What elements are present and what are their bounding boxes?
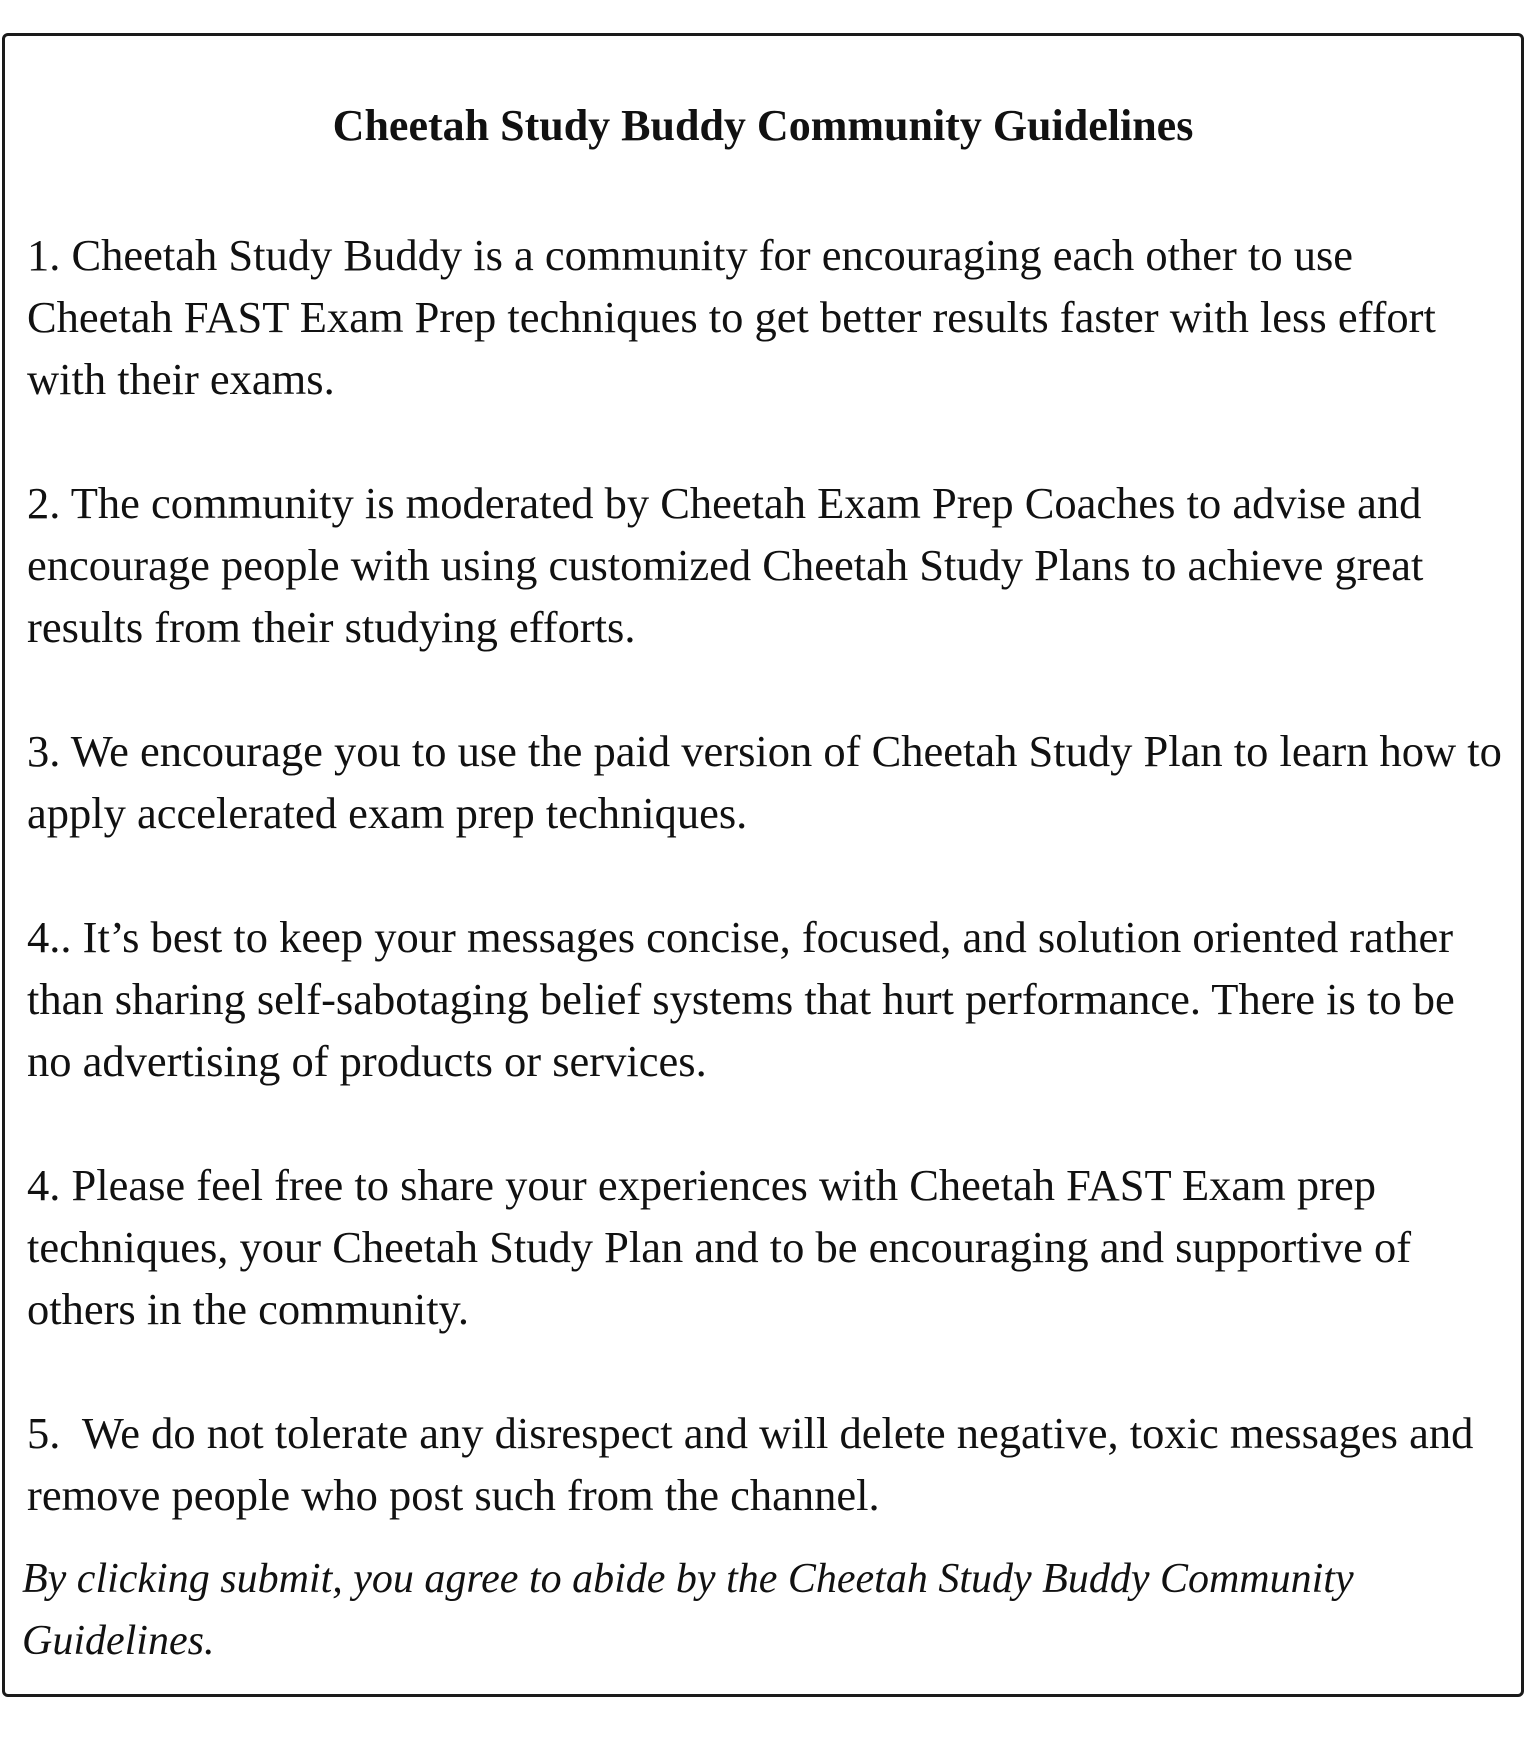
guideline-item: 4. Please feel free to share your experiences with Cheetah FAST Exam prep techniques, your Cheetah Study Plan and to be encouraging and supportive of others in the community. [27, 1160, 1423, 1334]
page-title: Cheetah Study Buddy Community Guidelines [332, 101, 1194, 150]
guideline-item: 1. Cheetah Study Buddy is a community for encouraging each other to use Cheetah FAST Exam Prep techniques to get better results faster with less effort with their exams. [27, 230, 1447, 404]
guideline-item: 3. We encourage you to use the paid version of Cheetah Study Plan to learn how to apply accelerated exam prep techniques. [27, 726, 1514, 838]
agreement-notice: By clicking submit, you agree to abide by the Cheetah Study Buddy Community Guidelines. [22, 1556, 1354, 1664]
guidelines-frame [2, 33, 1524, 1697]
guideline-item: 2. The community is moderated by Cheetah Exam Prep Coaches to advise and encourage people with using customized Cheetah Study Plans to achieve great results from their studying efforts. [27, 478, 1435, 652]
guideline-item: 5. We do not tolerate any disrespect and will delete negative, toxic messages and remove people who post such from the channel. [27, 1408, 1485, 1520]
guidelines-list [27, 224, 1514, 1588]
guideline-item: 4.. It’s best to keep your messages concise, focused, and solution oriented rather than sharing self-sabotaging belief systems that hurt performance. There is to be no advertising of products or services. [27, 912, 1466, 1086]
